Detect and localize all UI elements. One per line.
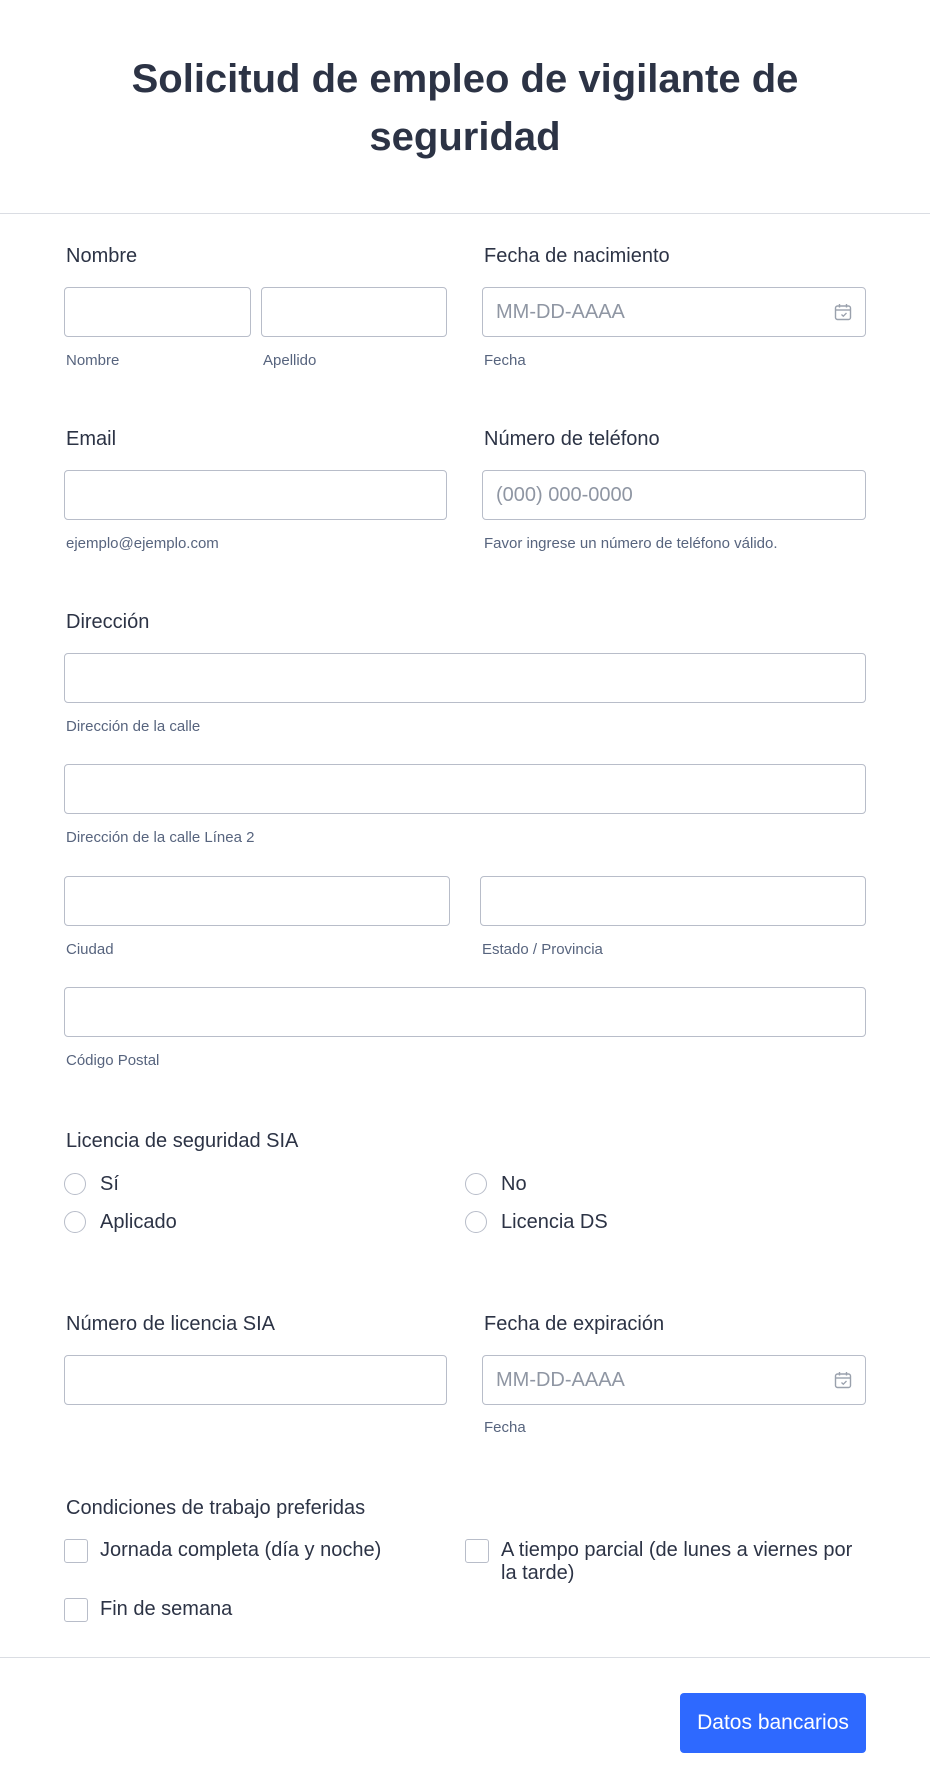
phone-label: Número de teléfono: [484, 428, 660, 450]
radio-option-aplicado[interactable]: [64, 1211, 177, 1234]
expiry-date-sublabel: Fecha: [484, 1419, 526, 1436]
first-name-input[interactable]: [64, 287, 251, 337]
checkbox[interactable]: [64, 1539, 88, 1563]
email-sublabel: ejemplo@ejemplo.com: [66, 535, 219, 552]
checkbox-option-weekend[interactable]: [64, 1598, 232, 1622]
radio-option-si[interactable]: [64, 1173, 119, 1196]
sia-number-label: Número de licencia SIA: [66, 1313, 275, 1335]
footer-divider: [0, 1657, 930, 1658]
radio-button[interactable]: [64, 1211, 86, 1233]
address-label: Dirección: [66, 611, 150, 633]
radio-option-licencia-ds[interactable]: [465, 1211, 608, 1234]
radio-label: No: [501, 1173, 527, 1195]
street2-input[interactable]: [64, 764, 866, 814]
street-sublabel: Dirección de la calle: [66, 718, 201, 735]
next-page-button[interactable]: Datos bancarios: [680, 1693, 866, 1753]
expiry-date-placeholder: MM-DD-AAAA: [496, 1369, 625, 1391]
name-label: Nombre: [66, 245, 138, 267]
radio-label: Licencia DS: [501, 1211, 608, 1233]
checkbox-label: Fin de semana: [100, 1598, 233, 1620]
email-label: Email: [66, 428, 117, 450]
checkbox-option-full-time[interactable]: [64, 1539, 381, 1563]
checkbox[interactable]: [465, 1539, 489, 1563]
radio-button[interactable]: [465, 1211, 487, 1233]
last-name-input[interactable]: [261, 287, 447, 337]
email-input[interactable]: [64, 470, 447, 520]
phone-sublabel: Favor ingrese un número de teléfono válido.: [484, 535, 778, 552]
sia-number-input[interactable]: [64, 1355, 447, 1405]
form-title: Solicitud de empleo de vigilante de seguridad: [131, 56, 799, 159]
radio-button[interactable]: [64, 1173, 86, 1195]
checkbox-label: Jornada completa (día y noche): [100, 1539, 382, 1561]
checkbox-option-part-time[interactable]: [465, 1539, 875, 1585]
state-input[interactable]: [480, 876, 866, 926]
birth-date-label: Fecha de nacimiento: [484, 245, 670, 267]
checkbox[interactable]: [64, 1598, 88, 1622]
radio-option-no[interactable]: [465, 1173, 527, 1196]
zip-sublabel: Código Postal: [66, 1052, 160, 1069]
phone-placeholder: (000) 000-0000: [496, 484, 633, 506]
birth-date-sublabel: Fecha: [484, 352, 526, 369]
state-sublabel: Estado / Provincia: [482, 941, 603, 958]
calendar-icon[interactable]: [834, 1371, 852, 1389]
expiry-date-input[interactable]: [482, 1355, 866, 1405]
form-header: [0, 0, 930, 214]
street2-sublabel: Dirección de la calle Línea 2: [66, 829, 255, 846]
street-input[interactable]: [64, 653, 866, 703]
city-input[interactable]: [64, 876, 450, 926]
city-sublabel: Ciudad: [66, 941, 114, 958]
birth-date-placeholder: MM-DD-AAAA: [496, 301, 625, 323]
last-name-sublabel: Apellido: [263, 352, 317, 369]
radio-button[interactable]: [465, 1173, 487, 1195]
expiry-date-label: Fecha de expiración: [484, 1313, 665, 1335]
phone-input[interactable]: [482, 470, 866, 520]
checkbox-label: A tiempo parcial (de lunes a viernes por la tarde): [501, 1539, 853, 1584]
calendar-icon[interactable]: [834, 303, 852, 321]
radio-label: Sí: [100, 1173, 119, 1195]
work-conditions-label: Condiciones de trabajo preferidas: [66, 1497, 366, 1519]
first-name-sublabel: Nombre: [66, 352, 120, 369]
zip-input[interactable]: [64, 987, 866, 1037]
sia-license-label: Licencia de seguridad SIA: [66, 1130, 299, 1152]
radio-label: Aplicado: [100, 1211, 177, 1233]
birth-date-input[interactable]: [482, 287, 866, 337]
